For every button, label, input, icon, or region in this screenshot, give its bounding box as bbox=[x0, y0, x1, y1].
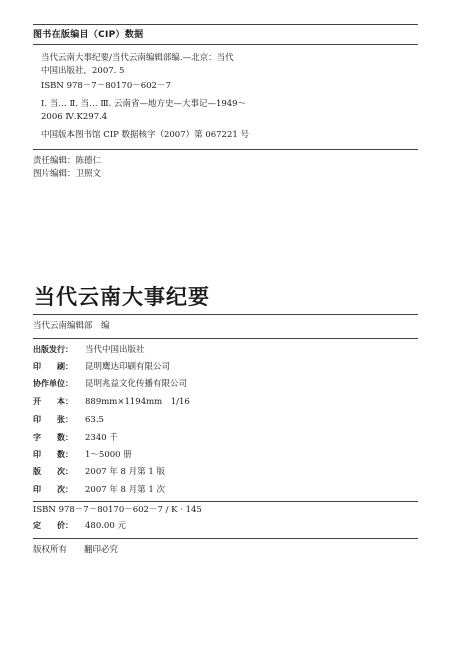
cip-heading-rule bbox=[33, 44, 418, 45]
cip-line-4: Ⅰ. 当… Ⅱ. 当… Ⅲ. 云南省—地方史—大事记—1949～ bbox=[41, 99, 247, 109]
detail-label: 版 次： bbox=[33, 467, 73, 476]
detail-value: 63.5 bbox=[85, 415, 104, 425]
detail-label: 印 数： bbox=[33, 450, 73, 459]
cip-line-1: 当代云南大事纪要/当代云南编辑部编.—北京：当代 bbox=[41, 53, 234, 63]
cip-heading: 图书在版编目（CIP）数据 bbox=[33, 30, 144, 40]
detail-value: 889mm×1194mm 1/16 bbox=[85, 397, 190, 407]
detail-row bbox=[33, 416, 104, 425]
price-rule bbox=[33, 538, 418, 539]
detail-row bbox=[33, 434, 118, 443]
cip-line-2: 中国出版社，2007. 5 bbox=[41, 66, 125, 76]
detail-label: 出版发行： bbox=[33, 345, 73, 354]
detail-value: 昆明兆益文化传播有限公司 bbox=[85, 379, 188, 389]
details-rule bbox=[33, 501, 418, 502]
detail-label: 印 刷： bbox=[33, 362, 73, 371]
price-value: 480.00 元 bbox=[85, 521, 126, 531]
cip-line-5: 2006 Ⅳ.K297.4 bbox=[41, 112, 108, 122]
top-rule bbox=[33, 24, 418, 25]
cip-bottom-rule bbox=[33, 149, 418, 150]
detail-label: 开 本： bbox=[33, 397, 73, 406]
detail-row bbox=[33, 468, 165, 477]
detail-row bbox=[33, 363, 170, 372]
price-row bbox=[33, 522, 126, 531]
detail-value: 2007 年 8 月第 1 次 bbox=[85, 485, 165, 495]
detail-row bbox=[33, 486, 165, 495]
detail-label: 印 张： bbox=[33, 415, 73, 424]
responsible-editor: 责任编辑：陈德仁 bbox=[33, 156, 102, 166]
detail-row bbox=[33, 451, 132, 460]
author-rule bbox=[33, 338, 418, 339]
detail-value: 1～5000 册 bbox=[85, 450, 132, 460]
detail-value: 昆明鹰达印刷有限公司 bbox=[85, 362, 171, 372]
detail-row bbox=[33, 346, 145, 355]
detail-value: 2007 年 8 月第 1 版 bbox=[85, 467, 165, 477]
isbn-line: ISBN 978－7－80170－602－7 / K · 145 bbox=[33, 505, 202, 515]
detail-row bbox=[33, 380, 187, 389]
detail-label: 印 次： bbox=[33, 485, 73, 494]
detail-label: 字 数： bbox=[33, 433, 73, 442]
image-editor: 图片编辑：卫照文 bbox=[33, 169, 102, 179]
book-title: 当代云南大事纪要 bbox=[34, 284, 210, 309]
detail-value: 当代中国出版社 bbox=[85, 345, 145, 355]
cip-line-6: 中国版本图书馆 CIP 数据核字（2007）第 067221 号 bbox=[41, 130, 249, 140]
detail-label: 协作单位： bbox=[33, 379, 73, 388]
detail-value: 2340 千 bbox=[85, 433, 118, 443]
cip-line-3: ISBN 978－7－80170－602－7 bbox=[41, 81, 171, 91]
price-label: 定 价： bbox=[33, 521, 73, 530]
detail-row bbox=[33, 398, 190, 407]
book-author: 当代云南编辑部 编 bbox=[33, 321, 110, 331]
title-rule bbox=[33, 314, 418, 315]
copyright-notice: 版权所有 翻印必究 bbox=[33, 545, 119, 555]
